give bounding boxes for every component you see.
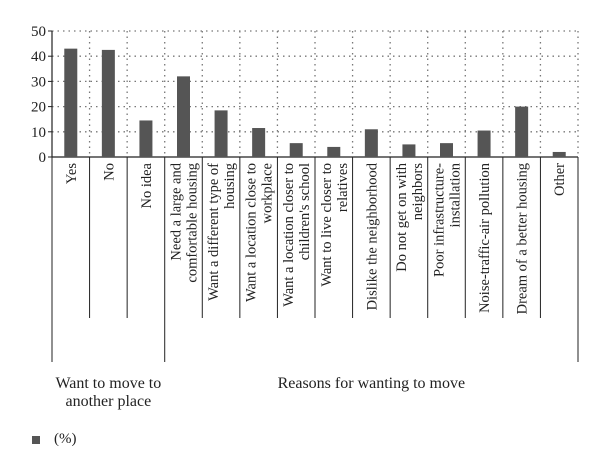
bar — [177, 76, 190, 157]
bar — [102, 50, 115, 157]
x-category-label: comfortable housing — [184, 163, 201, 283]
x-category-label: housing — [222, 162, 239, 209]
x-category-label: No — [101, 163, 118, 181]
bar — [215, 110, 228, 157]
legend — [32, 431, 77, 448]
x-category-label: Other — [552, 163, 569, 197]
bar — [290, 143, 303, 157]
x-category-label: Need a large and — [168, 163, 185, 261]
x-category-label: Want a location closer to — [281, 163, 298, 307]
x-category-label: Poor infrastructure- — [431, 163, 448, 277]
bar — [478, 131, 491, 157]
bar — [440, 143, 453, 157]
x-category-label: Want a different type of — [206, 162, 223, 301]
x-category-label: Want to live closer to — [318, 163, 335, 287]
legend-label: (%) — [54, 431, 77, 447]
x-category-label: Dream of a better housing — [514, 163, 531, 315]
bar — [327, 147, 340, 157]
bar — [402, 144, 415, 157]
bar — [515, 107, 528, 157]
x-category-label: children's school — [297, 163, 314, 261]
y-tick-label: 50 — [31, 24, 46, 40]
y-tick-label: 0 — [38, 150, 46, 166]
x-category-label: Want a location close to — [243, 163, 260, 302]
y-tick-label: 40 — [31, 49, 46, 66]
x-category-label: Dislike the neighborhood — [364, 163, 381, 311]
y-tick-label: 30 — [31, 74, 46, 91]
group-label: Reasons for wanting to move — [277, 375, 466, 392]
group-label: another place — [65, 393, 152, 410]
bar — [553, 152, 566, 157]
x-category-label: No idea — [138, 163, 155, 209]
x-category-label: neighbors — [409, 163, 426, 221]
bar — [365, 129, 378, 157]
y-tick-label: 20 — [31, 99, 46, 116]
x-category-label: Do not get on with — [393, 163, 410, 272]
y-tick-label: 10 — [31, 124, 46, 141]
bar — [64, 49, 77, 157]
bar — [139, 120, 152, 157]
x-category-label: Noise-traffic-air pollution — [477, 162, 494, 313]
legend-swatch — [32, 436, 40, 444]
x-category-label: workplace — [259, 163, 276, 224]
bar — [252, 128, 265, 157]
x-category-label: installation — [447, 163, 464, 228]
x-category-label: Yes — [63, 163, 80, 185]
group-label: Want to move to — [55, 375, 162, 392]
x-category-label: relatives — [334, 163, 351, 213]
